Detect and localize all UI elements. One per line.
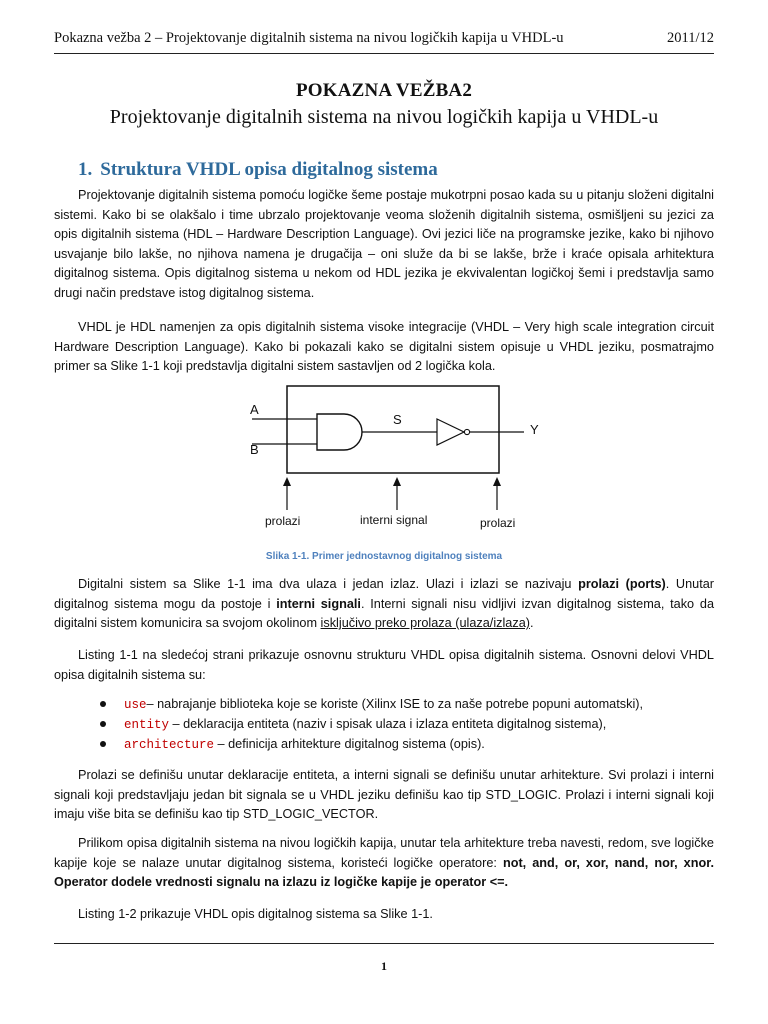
keyword-use: use [124,698,147,712]
p3-text-a: Digitalni sistem sa Slike 1-1 ima dva ulaza i jedan izlaz. Ulazi i izlazi se nazivaju [78,577,579,591]
page-number: 1 [381,959,387,973]
arrow-ports-left [283,477,291,510]
page-header [54,30,714,54]
bullet-icon [100,721,106,727]
label-ports-right: prolazi [480,516,516,530]
label-y: Y [530,422,539,437]
p6-text-e: . [504,875,509,889]
p6-text-c: . Operator dodele vrednosti signalu na izlazu iz logičke kapije je operator [54,855,714,889]
paragraph-operators [54,834,714,893]
label-s: S [393,412,402,427]
keyword-architecture: architecture [124,738,215,752]
paragraph-listing: Listing 1-1 na sledećoj strani prikazuje osnovnu strukturu VHDL opisa digitalnih sistema. Osnovni delovi VHDL opisa digitalnih sistema su: [54,648,714,682]
list-item [100,734,720,754]
header-divider [54,53,714,54]
figure-caption: Slika 1-1. Primer jednostavnog digitalnog sistema [265,551,503,562]
keyword-entity: entity [124,718,170,732]
not-gate [437,419,464,445]
section-heading [78,159,438,181]
header-title: Pokazna vežba 2 – Projektovanje digitalnih sistema na nivou logičkih kapija u VHDL-u [54,30,564,46]
p3-text-g: . [529,616,534,630]
p6-operators: not, and, or, xor, nand, nor, xnor [502,855,711,870]
header-year: 2011/12 [667,30,714,46]
p6-assign-operator: <= [489,875,505,889]
bullet-text: – deklaracija entiteta (naziv i spisak ulaza i izlaza entiteta digitalnog sistema), [169,717,607,731]
paragraph-listing-ref: Listing 1-2 prikazuje VHDL opis digitalnog sistema sa Slike 1-1. [78,907,433,921]
label-internal-signal: interni signal [360,513,428,527]
p3-text-c: . Unutar digitalnog sistema mogu da postoje i [54,577,715,611]
p3-ports-term: prolazi (ports) [578,577,666,591]
document-subtitle: Projektovanje digitalnih sistema na nivou logičkih kapija u VHDL-u [109,106,659,128]
label-a: A [250,402,259,417]
footer-divider [54,943,714,944]
and-gate [317,414,362,450]
label-ports-left: prolazi [265,514,301,528]
section-number: 1. [78,159,93,180]
p6-text-a: Prilikom opisa digitalnih sistema na nivou logičkih kapija, unutar tela arhitekture treba navesti, redom, sve logičke kapije koje se nalaze unutar digitalnog sistema, koristeći logičke operatore: [54,836,714,870]
paragraph-types: Prolazi se definišu unutar deklaracije entiteta, a interni signali se definišu unutar arhitekture. Svi prolazi i interni signali koji predstavljaju jedan bit signala se u VHDL jeziku definišu kao tip STD_LOGIC. Prolazi i interni signali koji imaju više bita se definišu kao tip STD_LOGIC_VECTOR. [54,768,714,821]
bullet-list [100,694,720,754]
p3-text-e: . Interni signali nisu vidljivi izvan digitalnog sistema, tako da digitalni sistem komunicira sa svojom okolinom [54,596,714,630]
paragraph-vhdl: VHDL je HDL namenjen za opis digitalnih sistema visoke integracije (VHDL – Very high scale integration circuit Hardware Description Language). Kako bi pokazali kako se digitalni sistem opisuje u VHDL jeziku, posmatrajmo primer sa Slike 1-1 koji predstavlja digitalni sistem sastavljen od 2 logička kola. [54,320,714,373]
section-title: Struktura VHDL opisa digitalnog sistema [100,159,438,180]
paragraph-intro: Projektovanje digitalnih sistema pomoću logičke šeme postaje mukotrpni posao kada su u pitanju složeni digitalni sistemi. Kako bi se olakšalo i time ubrzalo projektovanje veoma složenih digitalnih sistema, osmišljeni su jezici za opis digitalnih sistema (HDL – Hardware Description Language). Ovi jezici liče na programske jezike, kako bi njihovo usvajanje bilo lakše, no njihova namena je drugačija – oni služe da bi se lakše, brže i kraće opisala arhitektura digitalnog sistema. Opis digitalnog sistema u nekom od HDL jezika je ekvivalentan logičkoj šemi i predstavlja samo drugi način predstave istog digitalnog sistema. [54,188,714,300]
bullet-icon [100,741,106,747]
logic-diagram [232,378,552,538]
list-item [100,694,720,714]
p3-internal-term: interni signali [276,596,361,611]
arrow-ports-right [493,477,501,510]
bullet-text: – nabrajanje biblioteka koje se koriste (Xilinx ISE to za naše potrebe popuni automatski), [146,697,644,711]
p3-underlined: isključivo preko prolaza (ulaza/izlaza) [320,616,530,630]
label-b: B [250,442,259,457]
arrow-internal [393,477,401,510]
bullet-text: – definicija arhitekture digitalnog sistema (opis). [214,737,485,751]
bullet-icon [100,701,106,707]
paragraph-ports [54,575,714,634]
document-title: POKAZNA VEŽBA2 [295,80,473,101]
list-item [100,714,720,734]
